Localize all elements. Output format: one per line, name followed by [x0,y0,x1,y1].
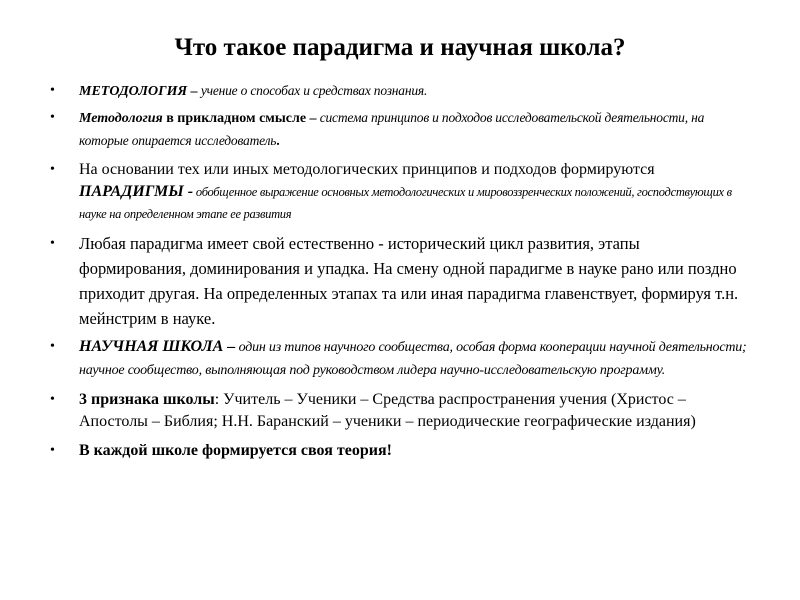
definition-paradigms: обобщенное выражение основных методологических и мировоззренческих положений, господствующих в науке на определенном этапе ее развития [79,185,732,221]
definition-methodology: учение о способах и средствах познания. [197,83,428,98]
bullet-dot-icon: • [50,339,55,354]
bullet-dot-icon: • [50,392,55,407]
term-scientific-school: НАУЧНАЯ ШКОЛА – [79,338,236,355]
term-applied-methodology-suffix: в прикладном смысле – [162,111,317,126]
bullet-dot-icon: • [50,162,55,177]
bullet-dot-icon: • [50,236,55,251]
bullet-dot-icon: • [50,83,55,98]
term-applied-methodology: Методология [79,111,163,126]
term-paradigms: ПАРАДИГМЫ - [79,183,194,200]
bullet-methodology [47,80,747,103]
term-school-signs: 3 признака школы [79,391,215,408]
bullet-paradigms [47,159,747,225]
definition-applied-methodology: система принципов и подходов исследовательской деятельности, на которые опирается исследователь [79,110,705,148]
bullet-school-signs [47,389,747,433]
school-signs-text: : Учитель – Ученики – Средства распространения учения (Христос – Апостолы – Библия; Н.Н. Баранский – ученики – периодические географические издания) [79,391,696,430]
bullet-scientific-school [47,336,747,382]
bullet-list [47,80,747,462]
bullet-paradigm-cycle [47,231,747,331]
term-methodology: МЕТОДОЛОГИЯ – [79,84,198,99]
definition-scientific-school: один из типов научного сообщества, особая форма кооперации научной деятельности; научное сообщество, выполняющая под руководством лидера научно-исследовательскую программу. [79,340,747,378]
bullet-dot-icon: • [50,110,55,125]
bullet-school-theory [47,440,747,462]
school-theory-text: В каждой школе формируется своя теория! [79,442,392,459]
paradigm-cycle-text: Любая парадигма имеет свой естественно - исторический цикл развития, этапы формирования, доминирования и упадка. На смену одной парадигме в науке рано или поздно приходит другая. На определенных этапах та или иная парадигма главенствует, формируя т.н. мейнстрим в науке. [79,234,739,328]
bullet-dot-icon: • [50,443,55,458]
definition-applied-methodology-end: . [276,134,280,149]
bullet-applied-methodology [47,107,747,153]
paradigms-intro: На основании тех или иных методологических принципов и подходов формируются [79,161,655,178]
slide-title: Что такое парадигма и научная школа? [174,34,626,61]
